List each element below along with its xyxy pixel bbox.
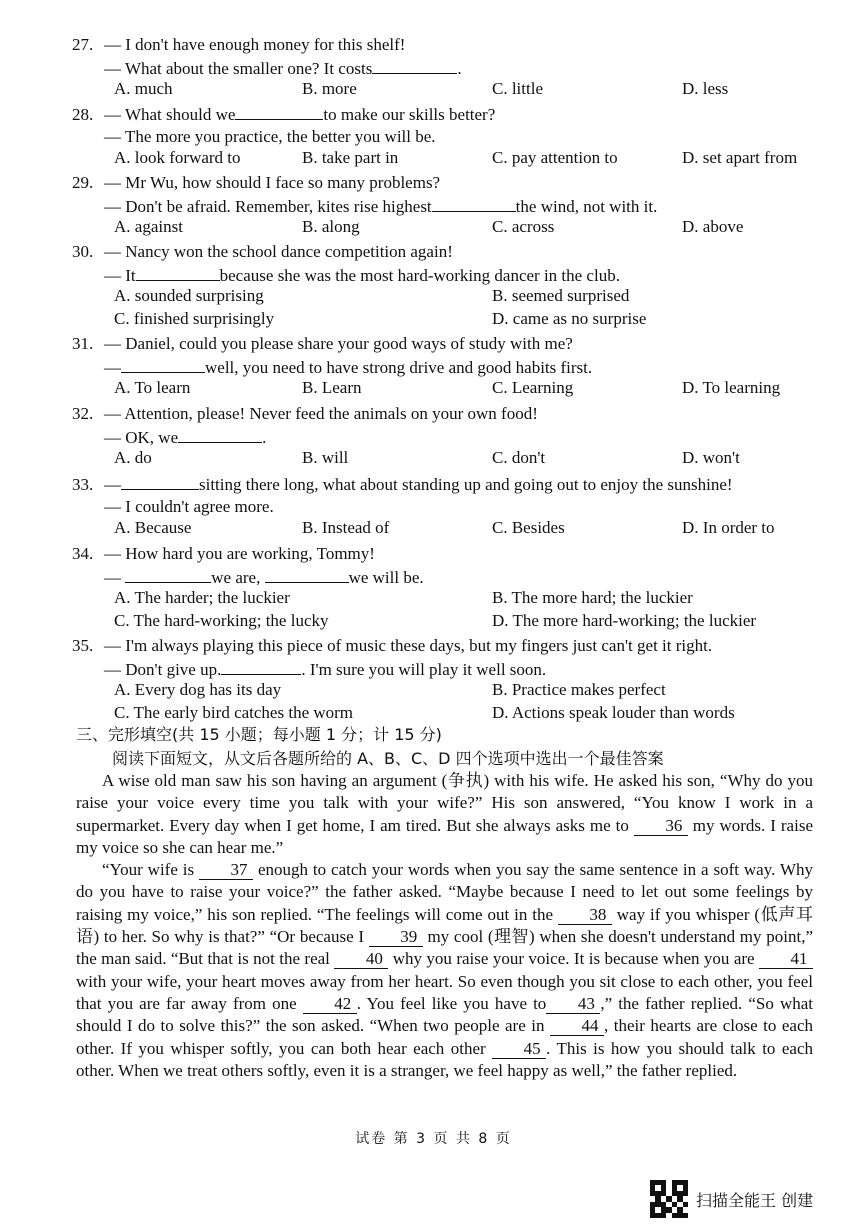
question-line: [72, 496, 832, 519]
question-text: — I'm always playing this piece of music these days, but my fingers just can't get it right.: [104, 636, 713, 655]
question-line: [72, 635, 832, 658]
option-c: C. across: [492, 217, 555, 236]
option-c: C. The early bird catches the worm: [114, 703, 354, 722]
passage-paragraph-1: A wise old man saw his son having an argument (争执) with his wife. He asked his son, “Why do you raise your voice every time you talk with your wife?” His son answered, “You know I work in a supermarket. Every day when I get home, I am tired. But she always asks me to 36 my words. I raise my voice so she can hear me.”: [76, 771, 813, 857]
option-a: A. Because: [114, 518, 192, 537]
cloze-gap-36: 36: [634, 817, 688, 836]
page-footer: 试卷 第 3 页 共 8 页: [355, 1131, 512, 1147]
question-text: — How hard you are working, Tommy!: [104, 544, 375, 563]
question-line: [72, 195, 832, 218]
cloze-gap-43: 43: [546, 995, 600, 1014]
question-text: we will be.: [348, 567, 424, 587]
question-number: 31.: [72, 334, 94, 353]
question-text: — Attention, please! Never feed the animals on your own food!: [104, 404, 538, 423]
question-line: [72, 426, 832, 449]
cloze-gap-40: 40: [334, 950, 388, 969]
option-d: D. Actions speak louder than words: [492, 703, 735, 722]
question-text: — What should we: [104, 105, 236, 124]
question-text: — I don't have enough money for this shelf!: [104, 35, 406, 54]
option-a: A. much: [114, 79, 173, 98]
scanner-watermark: [650, 1180, 813, 1218]
option-a: A. sounded surprising: [114, 286, 264, 305]
answer-blank: [372, 57, 457, 74]
question-line: [72, 403, 832, 426]
option-b: B. will: [302, 448, 349, 467]
question-number: 28.: [72, 105, 94, 124]
question-text: to make our skills better?: [323, 105, 496, 124]
option-b: B. Instead of: [302, 518, 390, 537]
option-c: C. pay attention to: [492, 148, 618, 167]
option-a: A. To learn: [114, 378, 191, 397]
question-line: [72, 566, 832, 589]
answer-blank: [121, 356, 205, 373]
question-line: [72, 172, 832, 195]
option-d: D. above: [682, 217, 744, 236]
question-text: — I couldn't agree more.: [104, 496, 274, 516]
cloze-gap-38: 38: [558, 906, 612, 925]
question-text: — OK, we: [104, 427, 179, 447]
question-text: because she was the most hard-working dancer in the club.: [219, 265, 620, 285]
question-28: [72, 103, 832, 171]
question-number: 30.: [72, 242, 94, 261]
option-b: B. seemed surprised: [492, 286, 630, 305]
question-34: [72, 543, 832, 634]
answer-blank: [221, 658, 301, 675]
cloze-gap-44: 44: [550, 1017, 604, 1036]
option-d: D. set apart from: [682, 148, 798, 167]
option-c: C. Learning: [492, 378, 574, 397]
question-text: — It: [104, 265, 136, 285]
option-b: B. along: [302, 217, 360, 236]
question-33: [72, 473, 832, 541]
question-line: [72, 103, 832, 126]
watermark-text: 扫描全能王 创建: [696, 1190, 814, 1210]
question-text: we are,: [211, 567, 265, 587]
option-a: A. do: [114, 448, 152, 467]
question-line: [72, 333, 832, 356]
option-d: D. came as no surprise: [492, 309, 647, 328]
question-number: 33.: [72, 475, 94, 494]
option-b: B. Practice makes perfect: [492, 680, 666, 699]
answer-blank: [125, 566, 211, 583]
option-b: B. take part in: [302, 148, 399, 167]
cloze-gap-39: 39: [369, 928, 423, 947]
question-line: [72, 264, 832, 287]
cloze-gap-45: 45: [492, 1040, 546, 1059]
option-a: A. The harder; the luckier: [114, 588, 290, 607]
option-c: C. little: [492, 79, 543, 98]
question-32: [72, 403, 832, 471]
question-35: [72, 635, 832, 726]
option-a: A. look forward to: [114, 148, 241, 167]
question-text: . I'm sure you will play it well soon.: [301, 659, 547, 679]
question-line: [72, 658, 832, 681]
question-line: [72, 543, 832, 566]
question-number: 27.: [72, 35, 94, 54]
question-text: —: [104, 567, 126, 587]
qr-code-icon: [650, 1180, 688, 1218]
question-number: 34.: [72, 544, 94, 563]
answer-blank: [121, 473, 199, 490]
question-text: — Don't be afraid. Remember, kites rise highest: [104, 196, 432, 216]
question-line: [72, 57, 832, 80]
option-d: D. In order to: [682, 518, 775, 537]
option-c: C. The hard-working; the lucky: [114, 611, 329, 630]
option-a: A. against: [114, 217, 183, 236]
option-d: D. won't: [682, 448, 740, 467]
answer-blank: [235, 103, 323, 120]
option-b: B. The more hard; the luckier: [492, 588, 693, 607]
question-text: sitting there long, what about standing up and going out to enjoy the sunshine!: [199, 475, 733, 494]
answer-blank: [432, 195, 516, 212]
question-text: —: [104, 475, 121, 494]
option-b: B. more: [302, 79, 357, 98]
question-line: [72, 241, 832, 264]
cloze-passage: [76, 770, 813, 1082]
question-line: [72, 356, 832, 379]
question-text: — The more you practice, the better you will be.: [104, 126, 436, 146]
question-number: 35.: [72, 636, 94, 655]
question-29: [72, 172, 832, 240]
question-line: [72, 473, 832, 496]
cloze-gap-37: 37: [199, 861, 253, 880]
question-line: [72, 34, 832, 57]
section-title: 三、完形填空(共 15 小题；每小题 1 分；计 15 分): [76, 725, 442, 744]
question-27: [72, 34, 832, 102]
question-30: [72, 241, 832, 332]
question-text: — What about the smaller one? It costs: [104, 58, 373, 78]
cloze-gap-41: 41: [759, 950, 813, 969]
passage-paragraph-2: “Your wife is 37 enough to catch your words when you say the same sentence in a soft way. Why do you have to raise your voice?” the father asked. “Maybe because I need to let out some feelings by raising my voice,” his son replied. “The feelings will come out in the 38 way if you whisper (低声耳语) to her. So why is that?” “Or because I 39 my cool (理智) when she doesn't understand my point,” the man said. “But that is not the real 40 why you raise your voice. It is because when you are 41 with your wife, your heart moves away from her heart. So even though you sit close to each other, you feel that you are far away from one 42 . You feel like you have to 43 ,” the father replied. “So what should I do to solve this?” the son asked. “When two people are in 44 , their hearts are close to each other. If you whisper softly, you can both hear each other 45 . This is how you should talk to each other. When we treat others softly, even it is a stranger, we feel happy as well,” the father replied.: [76, 860, 814, 1080]
option-c: C. finished surprisingly: [114, 309, 275, 328]
question-text: .: [457, 58, 462, 78]
question-text: — Don't give up.: [104, 659, 222, 679]
question-text: — Nancy won the school dance competition again!: [104, 242, 453, 261]
option-a: A. Every dog has its day: [114, 680, 282, 699]
section-instruction: 阅读下面短文，从文后各题所给的 A、B、C、D 四个选项中选出一个最佳答案: [112, 749, 664, 768]
question-text: the wind, not with it.: [515, 196, 658, 216]
question-text: well, you need to have strong drive and good habits first.: [205, 357, 593, 377]
answer-blank: [265, 566, 349, 583]
option-d: D. The more hard-working; the luckier: [492, 611, 757, 630]
option-b: B. Learn: [302, 378, 362, 397]
question-line: [72, 126, 832, 149]
question-number: 29.: [72, 173, 94, 192]
option-d: D. To learning: [682, 378, 781, 397]
question-text: — Mr Wu, how should I face so many problems?: [104, 173, 441, 192]
answer-blank: [178, 426, 262, 443]
question-number: 32.: [72, 404, 94, 423]
cloze-gap-42: 42: [303, 995, 357, 1014]
answer-blank: [136, 264, 220, 281]
option-c: C. don't: [492, 448, 546, 467]
question-text: —: [104, 357, 121, 377]
option-c: C. Besides: [492, 518, 565, 537]
question-31: [72, 333, 832, 401]
question-text: .: [262, 427, 267, 447]
question-text: — Daniel, could you please share your good ways of study with me?: [104, 334, 573, 353]
option-d: D. less: [682, 79, 729, 98]
